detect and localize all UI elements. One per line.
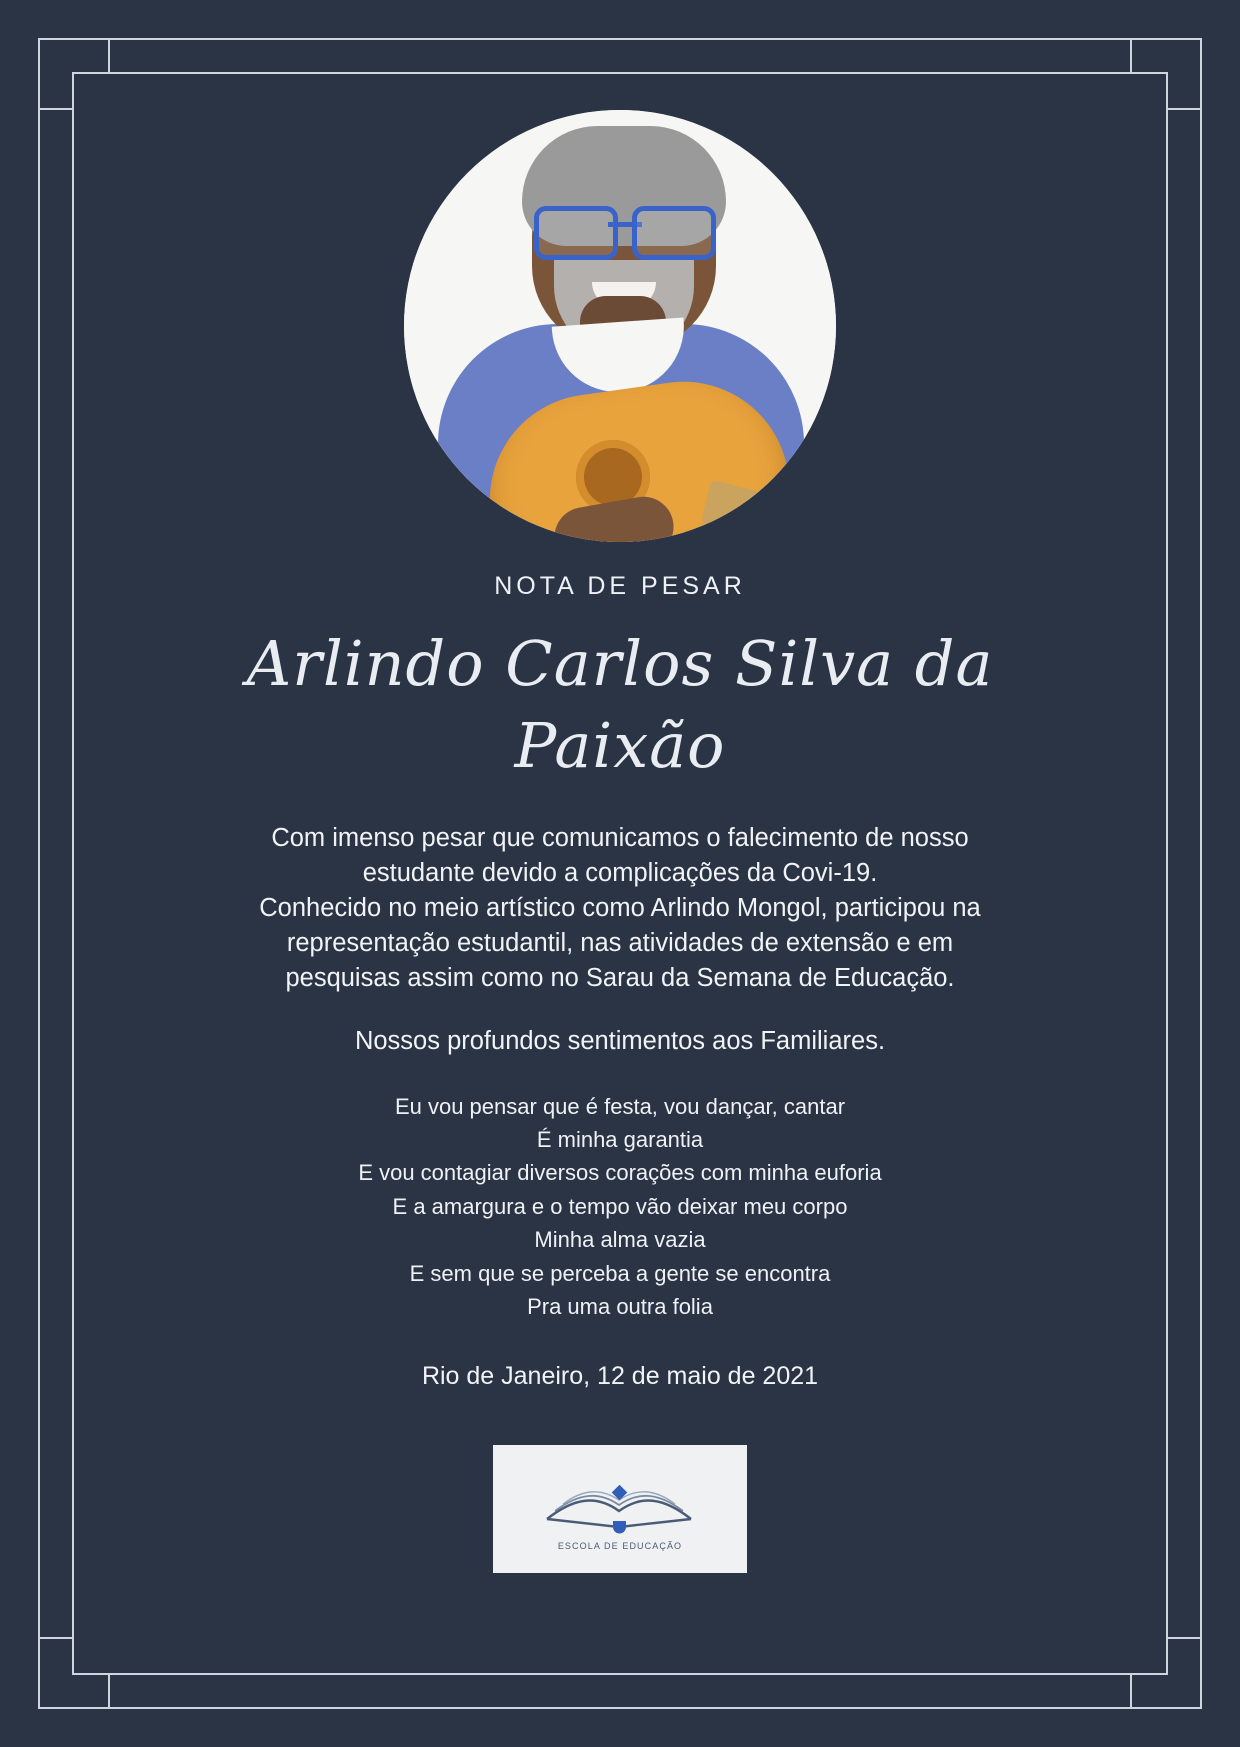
frame-connector-right-bottom-horizontal bbox=[1168, 1637, 1202, 1639]
institution-logo bbox=[493, 1445, 747, 1573]
verse-line: Minha alma vazia bbox=[534, 1227, 706, 1253]
verse-line: E vou contagiar diversos corações com minha euforia bbox=[358, 1160, 882, 1186]
condolence-text: Nossos profundos sentimentos aos Familiares. bbox=[354, 1026, 886, 1055]
memorial-message bbox=[120, 821, 1120, 997]
frame-connector-top-right-vertical bbox=[1130, 38, 1132, 72]
frame-connector-right-top-horizontal bbox=[1168, 108, 1202, 110]
frame-connector-left-bottom-horizontal bbox=[38, 1637, 72, 1639]
verse-line: E a amargura e o tempo vão deixar meu corpo bbox=[392, 1193, 848, 1219]
frame-connector-top-left-vertical bbox=[108, 38, 110, 72]
message-line: estudante devido a complicações da Covi-19. bbox=[362, 858, 878, 887]
portrait-photo bbox=[404, 110, 836, 542]
verse-line: Eu vou pensar que é festa, vou dançar, cantar bbox=[394, 1093, 846, 1119]
frame-corner-bottom-right bbox=[1164, 1671, 1202, 1709]
message-line: Com imenso pesar que comunicamos o falecimento de nosso bbox=[271, 823, 969, 852]
message-line: representação estudantil, nas atividades de extensão e em bbox=[286, 929, 954, 958]
frame-corner-top-left bbox=[38, 38, 76, 76]
deceased-name: Arlindo Carlos Silva da Paixão bbox=[246, 627, 994, 782]
frame-connector-bottom-right-vertical bbox=[1130, 1675, 1132, 1709]
message-line: pesquisas assim como no Sarau da Semana de Educação. bbox=[285, 964, 955, 993]
eyeglasses-icon bbox=[534, 206, 716, 250]
institution-logo-label: ESCOLA DE EDUCAÇÃO bbox=[557, 1540, 683, 1551]
document-kicker: NOTA DE PESAR bbox=[494, 572, 746, 600]
place-and-date: Rio de Janeiro, 12 de maio de 2021 bbox=[421, 1361, 819, 1390]
frame-corner-top-right bbox=[1164, 38, 1202, 76]
frame-corner-bottom-left bbox=[38, 1671, 76, 1709]
verse-line: Pra uma outra folia bbox=[527, 1294, 713, 1320]
verse-line: É minha garantia bbox=[536, 1127, 704, 1153]
memorial-card bbox=[120, 110, 1120, 1637]
frame-connector-left-top-horizontal bbox=[38, 108, 72, 110]
verse-line: E sem que se perceba a gente se encontra bbox=[409, 1260, 831, 1286]
open-book-icon bbox=[535, 1467, 705, 1537]
frame-connector-bottom-left-vertical bbox=[108, 1675, 110, 1709]
message-line: Conhecido no meio artístico como Arlindo Mongol, participou na bbox=[259, 894, 981, 923]
verse-block bbox=[120, 1090, 1120, 1324]
